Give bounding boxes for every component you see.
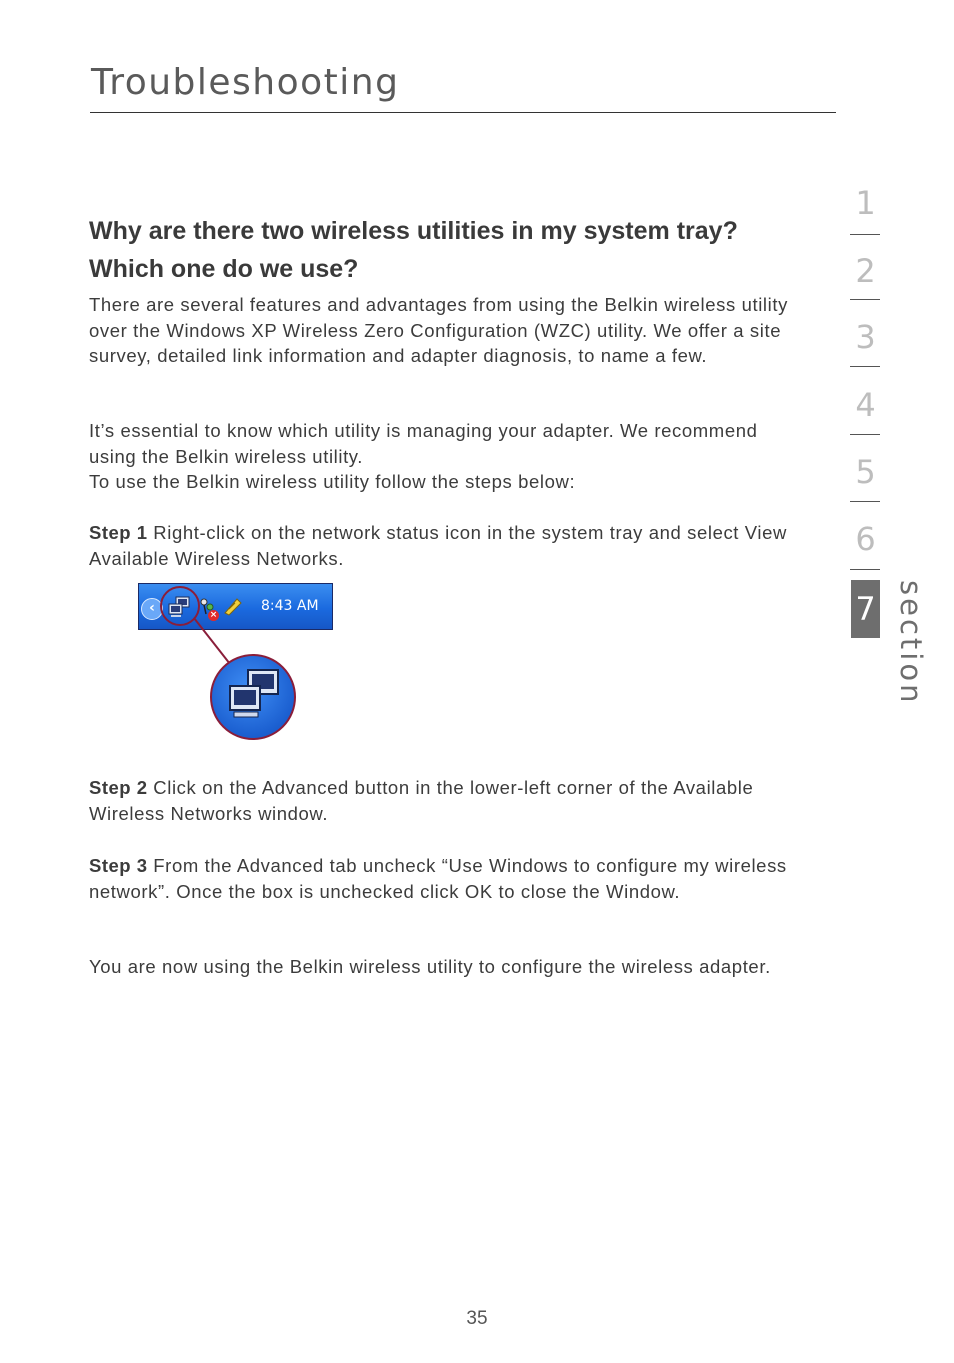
section-number-7-active[interactable]: 7	[851, 580, 880, 638]
page-title: Troubleshooting	[91, 62, 400, 103]
section-number-4[interactable]: 4	[855, 386, 876, 424]
section-divider	[850, 299, 880, 300]
step-1-text: Right-click on the network status icon in the system tray and select View Available Wireless Networks.	[89, 522, 787, 569]
section-divider	[850, 501, 880, 502]
section-number-3[interactable]: 3	[855, 318, 876, 356]
closing-paragraph: You are now using the Belkin wireless utility to configure the wireless adapter.	[89, 956, 771, 977]
section-divider	[850, 569, 880, 570]
zoomed-network-icon	[210, 654, 296, 740]
tray-clock: 8:43 AM	[261, 598, 319, 614]
question-line-1: Why are there two wireless utilities in my system tray?	[89, 217, 738, 245]
step-2-text: Click on the Advanced button in the lower-left corner of the Available Wireless Networks window.	[89, 777, 754, 824]
error-x-icon: ×	[209, 610, 218, 620]
step-3-text: From the Advanced tab uncheck “Use Windows to configure my wireless network”. Once the box is unchecked click OK to close the Window.	[89, 855, 787, 902]
steps-intro-text: To use the Belkin wireless utility follow the steps below:	[89, 471, 576, 492]
section-number-2[interactable]: 2	[855, 252, 876, 290]
step-3-label: Step 3	[89, 855, 148, 876]
section-divider	[850, 366, 880, 367]
section-label: section	[894, 580, 928, 706]
step-2-label: Step 2	[89, 777, 148, 798]
section-divider	[850, 234, 880, 235]
question-line-2: Which one do we use?	[89, 255, 359, 283]
network-computers-icon	[226, 668, 282, 724]
chevron-left-icon[interactable]: ‹	[141, 598, 163, 620]
step-3	[89, 853, 799, 904]
intro-paragraph: There are several features and advantages from using the Belkin wireless utility over the Windows XP Wireless Zero Configuration (WZC) utility. We offer a site survey, detailed link information and adapter diagnosis, to name a few.	[89, 294, 788, 366]
step-2	[89, 775, 799, 826]
section-number-6[interactable]: 6	[855, 520, 876, 558]
section-number-1[interactable]: 1	[855, 184, 876, 222]
advice-text: It’s essential to know which utility is managing your adapter. We recommend using the Belkin wireless utility.	[89, 420, 758, 467]
section-divider	[850, 434, 880, 435]
step-1-label: Step 1	[89, 522, 148, 543]
page-number: 35	[466, 1308, 488, 1329]
section-number-5[interactable]: 5	[855, 453, 876, 491]
